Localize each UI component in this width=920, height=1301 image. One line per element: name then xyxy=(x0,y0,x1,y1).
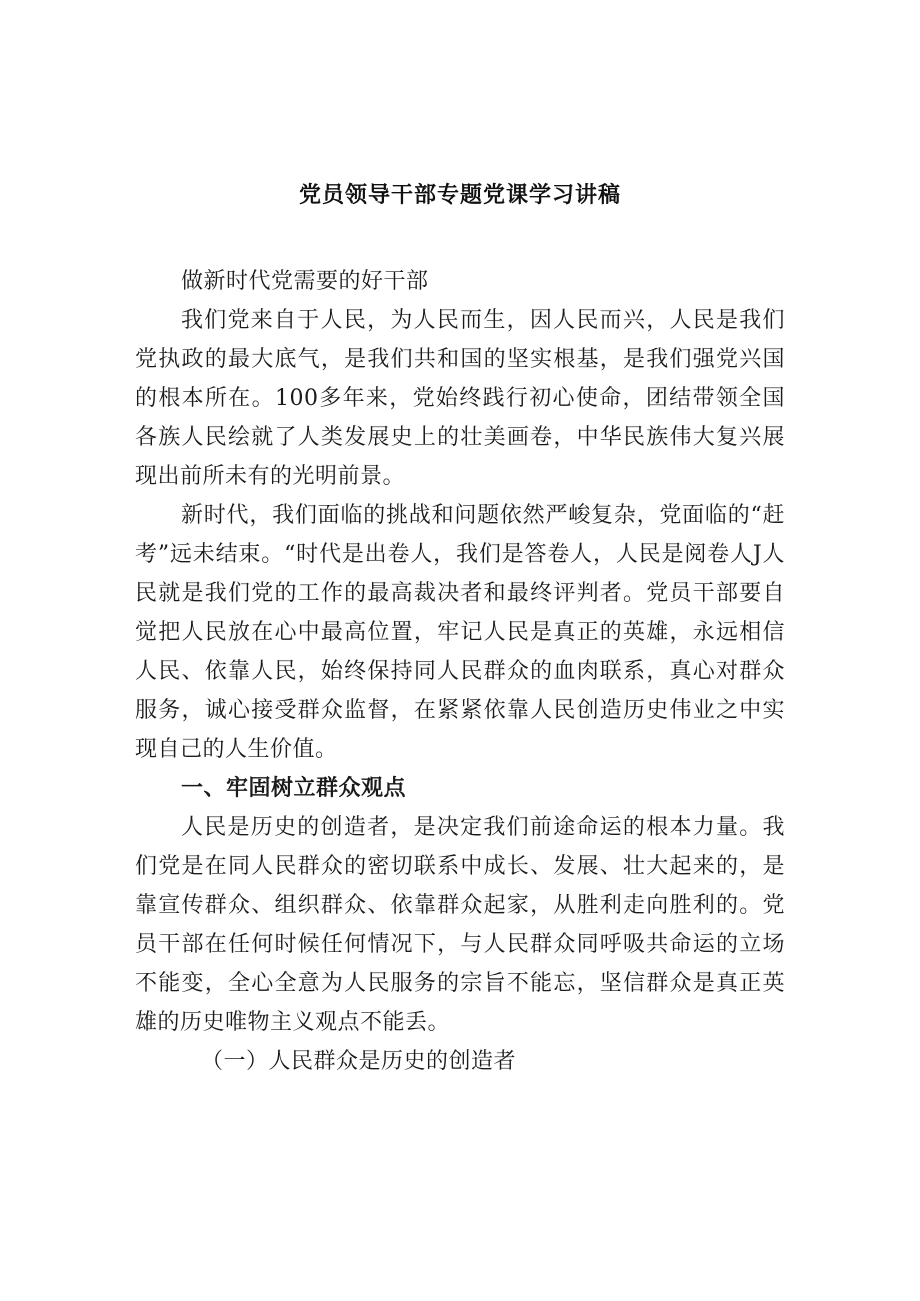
paragraph-intro-1: 我们党来自于人民，为人民而生，因人民而兴，人民是我们党执政的最大底气，是我们共和国的坚实根基，是我们强党兴国的根本所在。100多年来，党始终践行初心使命，团结带领全国各族人民绘就了人类发展史上的壮美画卷，中华民族伟大复兴展现出前所未有的光明前景。 xyxy=(135,308,785,489)
document-subtitle: 做新时代党需要的好干部 xyxy=(181,269,429,294)
subsection-heading-1: （一）人民群众是历史的创造者 xyxy=(201,1049,517,1074)
paragraph-section-1: 人民是历史的创造者，是决定我们前途命运的根本力量。我们党是在同人民群众的密切联系中成长、发展、壮大起来的，是靠宣传群众、组织群众、依靠群众起家，从胜利走向胜利的。党员干部在任何时候任何情况下，与人民群众同呼吸共命运的立场不能变，全心全意为人民服务的宗旨不能忘，坚信群众是真正英雄的历史唯物主义观点不能丢。 xyxy=(135,815,785,1035)
section-heading-1: 一、牢固树立群众观点 xyxy=(181,776,407,801)
document-title: 党员领导干部专题党课学习讲稿 xyxy=(298,183,621,208)
document-body xyxy=(135,262,785,1081)
paragraph-intro-2: 新时代，我们面临的挑战和问题依然严峻复杂，党面临的“赶考”远未结束。“时代是出卷人，我们是答卷人，人民是阅卷人J人民就是我们党的工作的最高裁决者和最终评判者。党员干部要自觉把人民放在心中最高位置，牢记人民是真正的英雄，永远相信人民、依靠人民，始终保持同人民群众的血肉联系，真心对群众服务，诚心接受群众监督，在紧紧依靠人民创造历史伟业之中实现自己的人生价值。 xyxy=(135,503,785,762)
